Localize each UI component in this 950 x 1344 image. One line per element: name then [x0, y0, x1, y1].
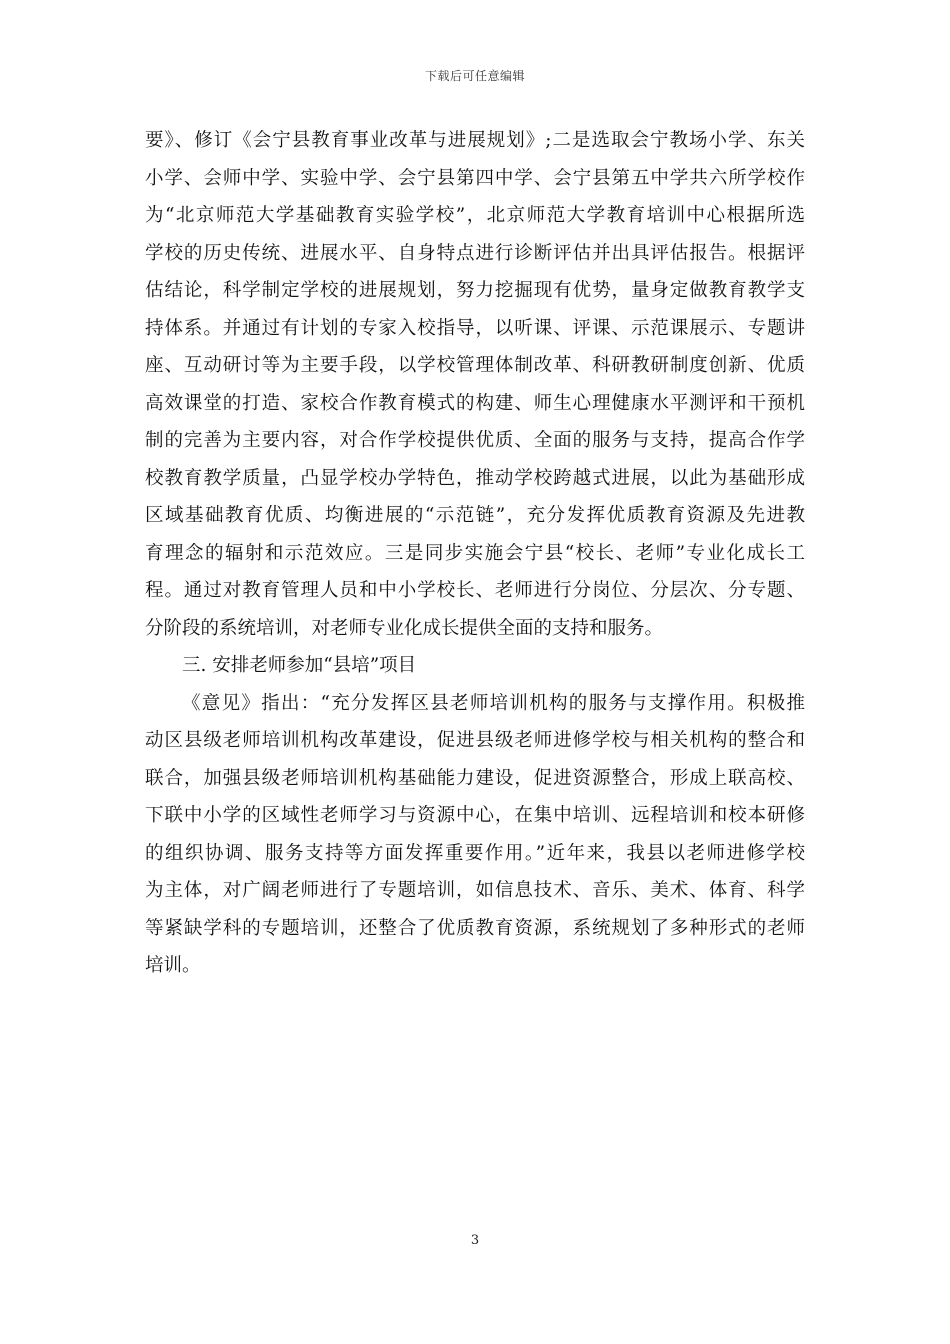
- paragraph-line: 的组织协调、服务支持等方面发挥重要作用。”近年来，我县以老师进修学校: [145, 842, 805, 864]
- body-text: [145, 122, 805, 985]
- paragraph-line: 分阶段的系统培训，对老师专业化成长提供全面的支持和服务。: [145, 617, 664, 639]
- paragraph-line: 座、互动研讨等为主要手段，以学校管理体制改革、科研教研制度创新、优质: [145, 355, 805, 376]
- paragraph-line: 估结论，科学制定学校的进展规划，努力挖掘现有优势，量身定做教育教学支: [145, 280, 805, 301]
- paragraph-line: 《意见》指出：“充分发挥区县老师培训机构的服务与支撑作用。积极推: [182, 692, 805, 714]
- paragraph-line: 为主体，对广阔老师进行了专题培训，如信息技术、音乐、美术、体育、科学: [145, 880, 805, 901]
- paragraph-line: 培训。: [145, 955, 201, 976]
- paragraph-line: 为“北京师范大学基础教育实验学校”，北京师范大学教育培训中心根据所选: [145, 205, 805, 226]
- paragraph-line: 等紧缺学科的专题培训，还整合了优质教育资源，系统规划了多种形式的老师: [145, 917, 805, 939]
- paragraph-line: 小学、会师中学、实验中学、会宁县第四中学、会宁县第五中学共六所学校作: [145, 167, 805, 189]
- paragraph-line: 育理念的辐射和示范效应。三是同步实施会宁县“校长、老师”专业化成长工: [145, 542, 805, 564]
- section-heading: 三. 安排老师参加“县培”项目: [182, 655, 417, 676]
- paragraph-line: 区域基础教育优质、均衡进展的“示范链”，充分发挥优质教育资源及先进教: [145, 505, 805, 526]
- paragraph-line: 联合，加强县级老师培训机构基础能力建设，促进资源整合，形成上联高校、: [145, 767, 805, 789]
- paragraph-line: 学校的历史传统、进展水平、自身特点进行诊断评估并出具评估报告。根据评: [145, 242, 805, 264]
- paragraph-line: 程。通过对教育管理人员和中小学校长、老师进行分岗位、分层次、分专题、: [145, 580, 805, 601]
- page-header: 下载后可任意编辑: [424, 69, 525, 83]
- paragraph-line: 校教育教学质量，凸显学校办学特色，推动学校跨越式进展，以此为基础形成: [145, 467, 805, 489]
- paragraph-line: 要》、修订《会宁县教育事业改革与进展规划》;二是选取会宁教场小学、东关: [145, 130, 805, 151]
- paragraph-line: 动区县级老师培训机构改革建设，促进县级老师进修学校与相关机构的整合和: [145, 730, 805, 751]
- paragraph-line: 制的完善为主要内容，对合作学校提供优质、全面的服务与支持，提高合作学: [145, 430, 805, 451]
- paragraph-line: 持体系。并通过有计划的专家入校指导，以听课、评课、示范课展示、专题讲: [145, 317, 805, 339]
- page-number: 3: [470, 1233, 480, 1248]
- paragraph-line: 下联中小学的区域性老师学习与资源中心，在集中培训、远程培训和校本研修: [145, 805, 805, 826]
- paragraph-line: 高效课堂的打造、家校合作教育模式的构建、师生心理健康水平测评和干预机: [145, 392, 805, 414]
